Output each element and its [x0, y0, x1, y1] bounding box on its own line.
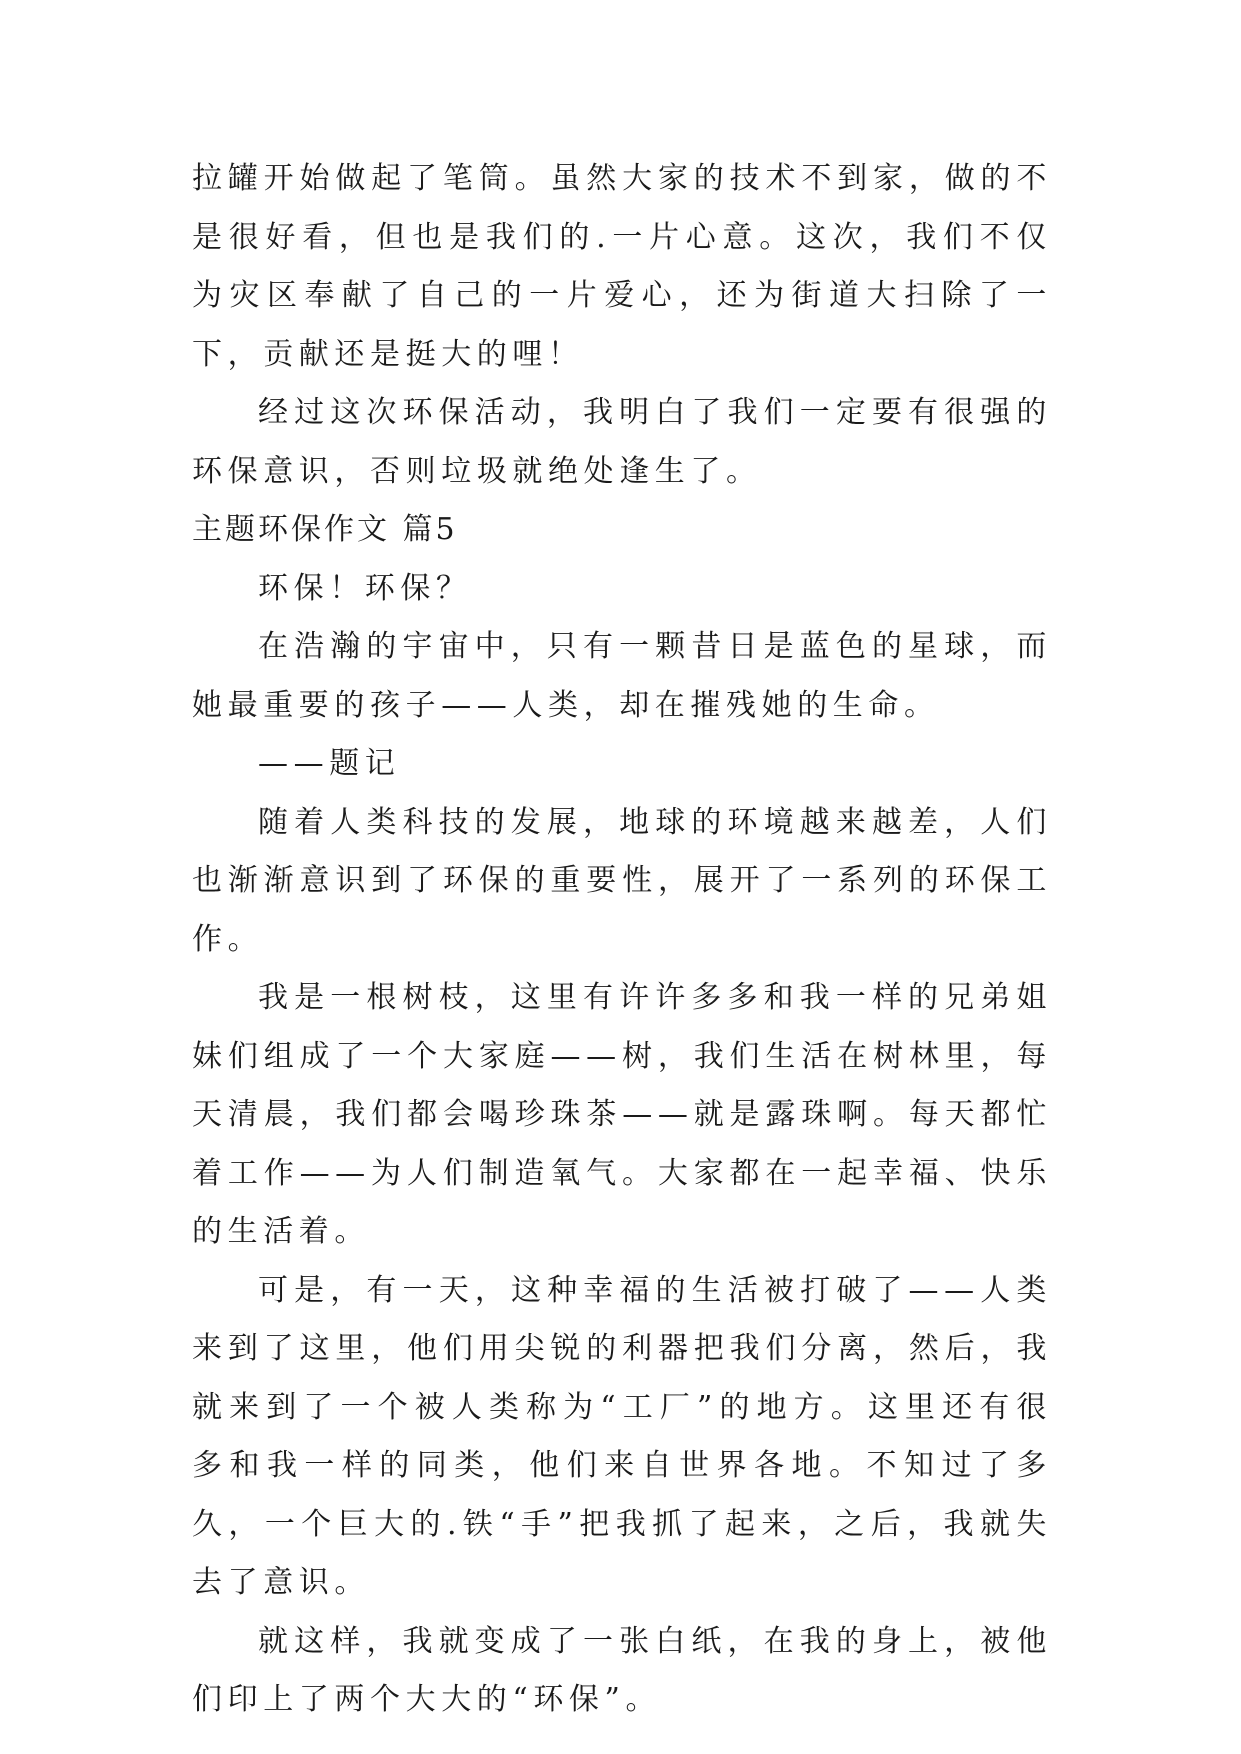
paragraph: 拉罐开始做起了笔筒。虽然大家的技术不到家，做的不是很好看，但也是我们的.一片心意。这次，我们不仅为灾区奉献了自己的一片爱心，还为街道大扫除了一下，贡献还是挺大的哩！ [192, 161, 1052, 372]
document-page [192, 150, 1052, 1730]
paragraph: ——题记 [258, 746, 401, 781]
paragraph: 我是一根树枝，这里有许许多多和我一样的兄弟姐妹们组成了一个大家庭——树，我们生活在树林里，每天清晨，我们都会喝珍珠茶——就是露珠啊。每天都忙着工作——为人们制造氧气。大家都在一起幸福、快乐的生活着。 [192, 980, 1052, 1249]
section-heading: 主题环保作文 篇5 [192, 512, 458, 547]
paragraph: 就这样，我就变成了一张白纸，在我的身上，被他们印上了两个大大的“环保”。 [192, 1623, 1052, 1717]
paragraph: 经过这次环保活动，我明白了我们一定要有很强的环保意识，否则垃圾就绝处逢生了。 [192, 395, 1052, 489]
paragraph: 在浩瀚的宇宙中，只有一颗昔日是蓝色的星球，而她最重要的孩子——人类，却在摧残她的生命。 [192, 629, 1052, 723]
paragraph: 环保！环保？ [258, 570, 472, 606]
paragraph: 可是，有一天，这种幸福的生活被打破了——人类来到了这里，他们用尖锐的利器把我们分离，然后，我就来到了一个被人类称为“工厂”的地方。这里还有很多和我一样的同类，他们来自世界各地。不知过了多久，一个巨大的.铁“手”把我抓了起来，之后，我就失去了意识。 [192, 1272, 1052, 1600]
paragraph: 随着人类科技的发展，地球的环境越来越差，人们也渐渐意识到了环保的重要性，展开了一系列的环保工作。 [192, 804, 1052, 957]
